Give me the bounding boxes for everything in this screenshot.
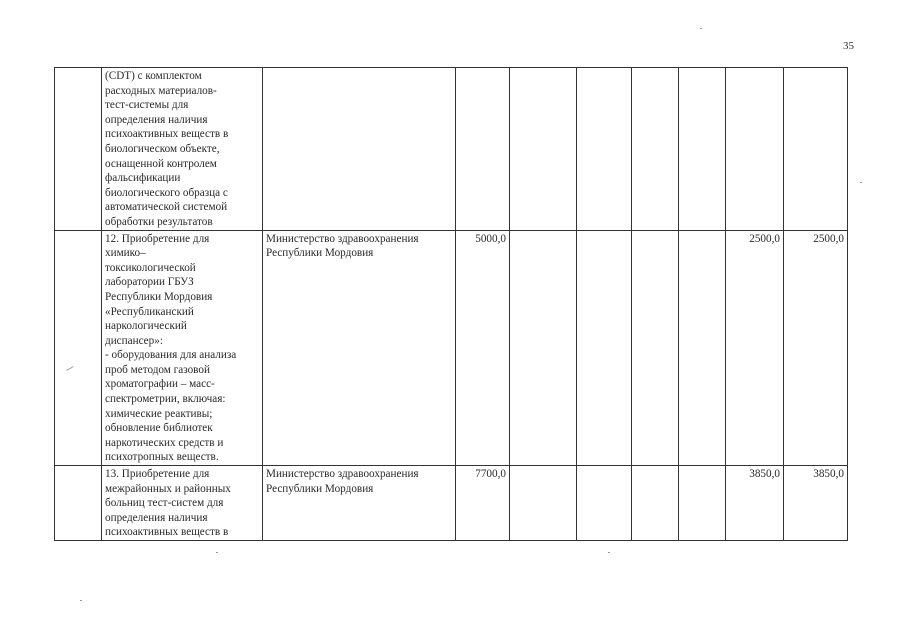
year-amount bbox=[510, 466, 577, 541]
year-amount bbox=[632, 68, 679, 231]
scan-speck bbox=[80, 600, 82, 601]
year-amount bbox=[632, 466, 679, 541]
row-spacer-cell bbox=[55, 68, 102, 231]
measure-description: 13. Приобретение для межрайонных и районных больниц тест-систем для определения наличия психоактивных веществ в bbox=[102, 466, 263, 541]
row-spacer-cell bbox=[55, 466, 102, 541]
total-amount: 7700,0 bbox=[456, 466, 510, 541]
year-amount bbox=[679, 230, 726, 466]
executor-cell bbox=[263, 68, 456, 231]
year-amount bbox=[726, 68, 784, 231]
executor-cell: Министерство здравоохранения Республики Мордовия bbox=[263, 466, 456, 541]
year-amount: 3850,0 bbox=[726, 466, 784, 541]
scan-speck bbox=[216, 552, 218, 553]
year-amount: 2500,0 bbox=[784, 230, 848, 466]
year-amount bbox=[679, 466, 726, 541]
page-number: 35 bbox=[843, 40, 854, 52]
total-amount: 5000,0 bbox=[456, 230, 510, 466]
scan-speck bbox=[860, 182, 862, 183]
measure-description: (CDT) с комплектом расходных материалов- тест-системы для определения наличия психоактивных веществ в биологическом объекте, оснащенной контролем фальсификации биологического образца с автоматической системой обработки результатов bbox=[102, 68, 263, 231]
table-row bbox=[55, 230, 848, 466]
year-amount bbox=[679, 68, 726, 231]
year-amount bbox=[784, 68, 848, 231]
table-row bbox=[55, 466, 848, 541]
year-amount bbox=[577, 68, 632, 231]
total-amount bbox=[456, 68, 510, 231]
year-amount: 3850,0 bbox=[784, 466, 848, 541]
year-amount bbox=[632, 230, 679, 466]
year-amount bbox=[510, 68, 577, 231]
year-amount: 2500,0 bbox=[726, 230, 784, 466]
scan-speck bbox=[608, 552, 610, 553]
budget-table bbox=[54, 67, 848, 541]
year-amount bbox=[577, 466, 632, 541]
measure-description: 12. Приобретение для химико– токсикологической лаборатории ГБУЗ Республики Мордовия «Республиканский наркологический диспансер»: - оборудования для анализа проб методом газовой хроматографии – масс- спектрометрии, включая: химические реактивы; обновление библиотек наркотических средств и психотропных веществ. bbox=[102, 230, 263, 466]
row-spacer-cell bbox=[55, 230, 102, 466]
table-row bbox=[55, 68, 848, 231]
scan-speck bbox=[700, 28, 702, 29]
year-amount bbox=[510, 230, 577, 466]
executor-cell: Министерство здравоохранения Республики Мордовия bbox=[263, 230, 456, 466]
year-amount bbox=[577, 230, 632, 466]
